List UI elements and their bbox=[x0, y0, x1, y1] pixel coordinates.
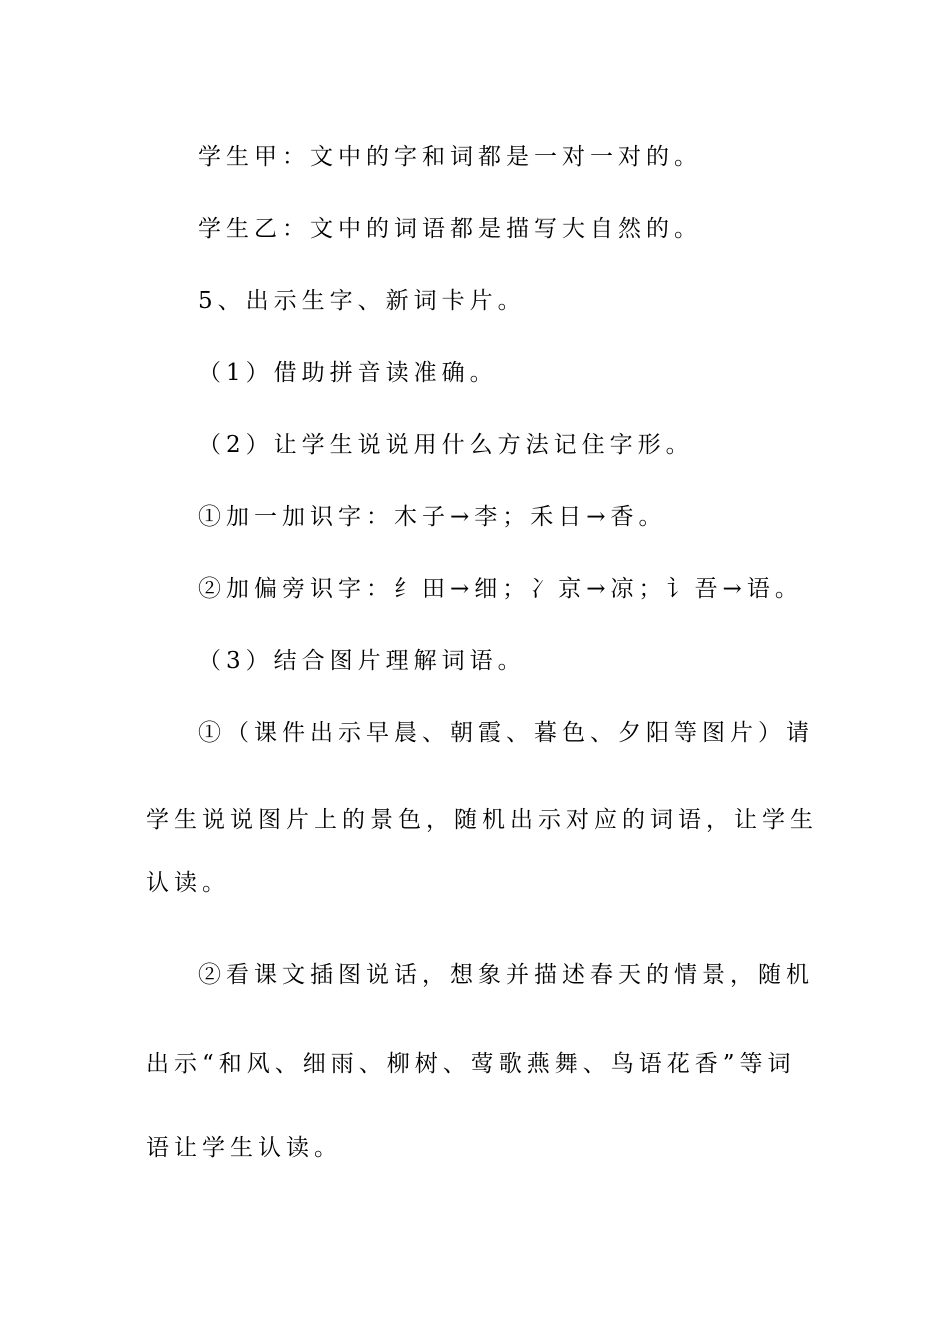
paragraph-add-radicals: ②加偏旁识字：纟田→细；冫京→凉；讠吾→语。 bbox=[198, 576, 803, 602]
paragraph-student-b: 学生乙：文中的词语都是描写大自然的。 bbox=[198, 216, 702, 242]
paragraph-sub-3: （3）结合图片理解词语。 bbox=[198, 648, 526, 674]
paragraph-add-characters: ①加一加识字：木子→李；禾日→香。 bbox=[198, 504, 667, 530]
paragraph-student-a: 学生甲：文中的字和词都是一对一对的。 bbox=[198, 144, 702, 170]
paragraph-courseware-line-3: 认读。 bbox=[146, 870, 230, 896]
paragraph-courseware-line-2: 学生说说图片上的景色，随机出示对应的词语，让学生 bbox=[146, 807, 818, 833]
paragraph-illustration-line-1: ②看课文插图说话，想象并描述春天的情景，随机 bbox=[198, 962, 814, 988]
paragraph-sub-2: （2）让学生说说用什么方法记住字形。 bbox=[198, 432, 694, 458]
paragraph-illustration-line-2: 出示“和风、细雨、柳树、莺歌燕舞、鸟语花香”等词 bbox=[146, 1051, 796, 1077]
paragraph-sub-1: （1）借助拼音读准确。 bbox=[198, 360, 498, 386]
paragraph-illustration-line-3: 语让学生认读。 bbox=[146, 1135, 342, 1161]
paragraph-courseware-line-1: ①（课件出示早晨、朝霞、暮色、夕阳等图片）请 bbox=[198, 720, 814, 746]
paragraph-step-5: 5、出示生字、新词卡片。 bbox=[198, 288, 526, 314]
